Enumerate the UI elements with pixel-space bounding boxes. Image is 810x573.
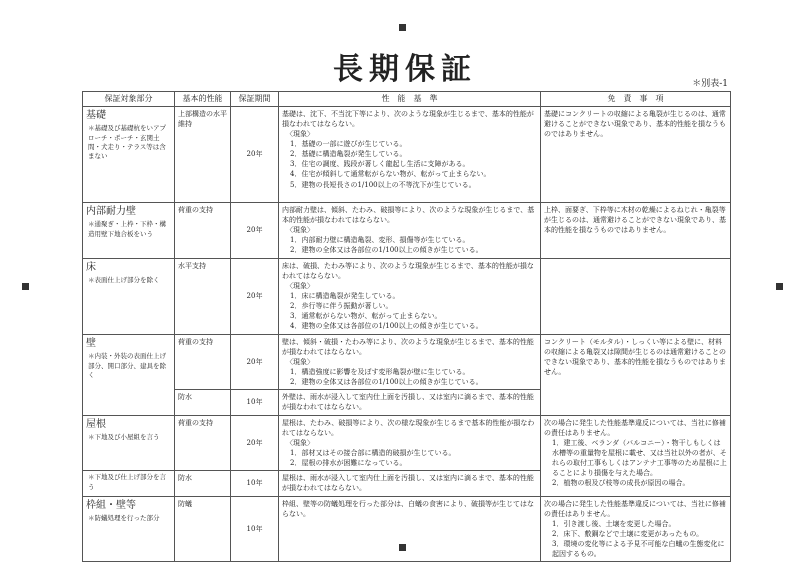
list-item: 4．住宅が傾斜して通常転がらない物が、転がって止まらない。 — [290, 170, 491, 179]
list-item: 3．環境の変化等による予見不可能な白蟻の生態変化に起因するもの。 — [552, 540, 725, 559]
period-cell: 20年 — [231, 334, 279, 390]
crop-mark-left — [22, 283, 29, 290]
standard-cell — [279, 496, 541, 562]
part-name: 基礎 — [86, 109, 106, 121]
period-cell: 20年 — [231, 258, 279, 334]
crop-mark-top — [399, 24, 406, 31]
header-basic: 基本的性能 — [175, 92, 231, 107]
part-cell — [83, 496, 175, 562]
list-item: 3．通常転がらない物が、転がって止まらない。 — [290, 312, 442, 321]
standard-cell — [279, 471, 541, 496]
standard-cell — [279, 390, 541, 415]
crop-mark-right — [776, 283, 783, 290]
list-item: 1．内部耐力壁に構造亀裂、変形、損傷等が生じている。 — [290, 236, 470, 245]
table-row — [83, 202, 731, 258]
part-cell — [83, 202, 175, 258]
standard-lead: 外壁は、雨水が浸入して室内仕上面を汚損し、又は室内に滴るまで、基本的性能が損なわれてはならない。 — [282, 393, 534, 412]
list-item: 1．部材又はその接合部に構造的破損が生じている。 — [290, 449, 456, 457]
list-item: 1．床に構造亀裂が発生している。 — [290, 292, 400, 301]
list-item: 2．建物の全体又は各部位の1/100以上の傾きが生じている。 — [290, 246, 483, 255]
part-name: 屋根 — [86, 418, 106, 430]
exemption-cell — [541, 496, 731, 562]
part-cell — [83, 258, 175, 334]
part-note: ＊下地及び小屋組を言う — [88, 433, 160, 442]
list-item: 2．建物の全体又は各部位の1/100以上の傾きが生じている。 — [290, 378, 483, 387]
list-item: 2．基礎に構造亀裂が発生している。 — [290, 150, 407, 159]
part-note: ＊内装・外装の表面仕上げ部分、開口部分、建具を除く — [88, 352, 166, 379]
part-cell — [83, 334, 175, 415]
exemption-lead: 上枠、面要ぎ、下枠等に木材の乾燥によるねじれ・亀裂等が生じるのは、通常避けることができない現象であり、基本的性能を損なうものではありません。 — [544, 205, 726, 234]
standard-cell — [279, 202, 541, 258]
list-item: 1．建工後、ベランダ（バルコニー）・物干しもしくは水槽等の重量物を屋根に載せ、又は当社以外の者が、それらの取付工事もしくはアンテナ工事等のため屋根に上ることにより損傷を与えた場合。 — [552, 438, 727, 478]
standard-lead: 内部耐力壁は、傾斜、たわみ、破損等により、次のような現象が生じるまで、基本的性能が損なわれてはならない。 — [282, 205, 535, 224]
list-item: 4．建物の全体又は各部位の1/100以上の傾きが生じている。 — [290, 322, 483, 331]
list-item: 2．床下、敷鋼などで土壌に変更があったもの。 — [552, 529, 704, 538]
exemption-cell — [541, 106, 731, 202]
exemption-lead: コンクリート（モルタル）・しっくい等による壁に、材料の収縮による亀裂又は隙間が生じるのは通常避けることのできない現象であり、基本的性能を損なうものではありません。 — [544, 337, 726, 377]
standard-cell — [279, 415, 541, 471]
basic-cell: 荷重の支持 — [175, 415, 231, 471]
table-row — [83, 334, 731, 390]
list-item: 2．植物の根及び枝等の成長が原因の場合。 — [552, 479, 690, 488]
list-item: 2．歩行等に伴う振動が著しい。 — [290, 302, 393, 311]
period-cell: 20年 — [231, 415, 279, 471]
standard-cell — [279, 106, 541, 202]
standard-lead: 屋根は、雨水が浸入して室内仕上面を汚損し、又は室内に滴るまで、基本的性能が損なわれてはならない。 — [282, 474, 534, 493]
part-name: 枠組・壁等 — [86, 499, 136, 511]
basic-cell: 荷重の支持 — [175, 202, 231, 258]
basic-cell: 上部構造の水平維持 — [175, 106, 231, 202]
exemption-cell — [541, 202, 731, 258]
exemption-lead: 次の場合に発生した性能基準違反については、当社に修補の責任はありません。 — [544, 499, 726, 518]
period-cell: 10年 — [231, 390, 279, 415]
part-cell — [83, 471, 175, 496]
standard-sub: 〈現象〉 — [286, 225, 314, 234]
standard-lead: 枠組、壁等の防蟻処理を行った部分は、白蟻の食害により、破損等が生じてはならない。 — [282, 499, 534, 518]
list-item: 2．屋根の排水が困難になっている。 — [290, 459, 407, 468]
header-standard: 性 能 基 準 — [279, 92, 541, 107]
list-item: 5．建物の長短長さの1/100以上の不等沈下が生じている。 — [290, 180, 476, 189]
warranty-table — [82, 91, 731, 562]
table-header-row — [83, 92, 731, 107]
table-row — [83, 106, 731, 202]
standard-lead: 床は、破損、たわみ等により、次のような現象が生じるまで、基本的性能が損なわれてはならない。 — [282, 261, 534, 280]
header-part: 保証対象部分 — [83, 92, 175, 107]
part-note: ＊表面仕上げ部分を除く — [88, 276, 160, 285]
standard-lead: 屋根は、たわみ、破損等により、次の様な現象が生じるまで基本的性能が損なわれてはならない。 — [282, 418, 535, 437]
period-cell: 10年 — [231, 496, 279, 562]
part-name: 壁 — [86, 337, 96, 349]
part-note: ＊基礎及び基礎杭をいアプローチ・ポーチ・玄関土間・犬走り・テラス等は含まない — [88, 124, 166, 161]
table-row — [83, 258, 731, 334]
basic-cell: 防水 — [175, 390, 231, 415]
standard-lead: 基礎は、沈下、不当沈下等により、次のような現象が生じるまで、基本的性能が損なわれてはならない。 — [282, 109, 534, 128]
list-item: 1．引き渡し後、土壌を変更した場合。 — [552, 519, 676, 528]
part-cell — [83, 415, 175, 471]
standard-sub: 〈現象〉 — [286, 281, 314, 290]
exemption-cell — [541, 334, 731, 415]
exemption-lead: 基礎にコンクリートの収縮による亀裂が生じるのは、通常避けることができない現象であり、基本的性能を損なうものではありません。 — [544, 109, 726, 138]
part-note: ＊通聚ぎ・上枠・下枠・構造用壁下地合板をいう — [88, 220, 166, 238]
list-item: 1．構造強度に影響を及ぼす変形亀裂が壁に生じている。 — [290, 368, 470, 377]
basic-cell: 防蟻 — [175, 496, 231, 562]
exemption-cell — [541, 258, 731, 334]
standard-cell — [279, 258, 541, 334]
page-title: 長期保証 — [333, 52, 477, 87]
standard-cell — [279, 334, 541, 390]
basic-cell: 水平支持 — [175, 258, 231, 334]
list-item: 3．住宅の調度、践段が著しく龍起し生活に支障がある。 — [290, 160, 470, 169]
exemption-lead: 次の場合に発生した性能基準違反については、当社に修補の責任はありません。 — [544, 418, 726, 437]
appendix-ref: ＊別表-1 — [692, 79, 728, 89]
standard-sub: 〈現象〉 — [286, 129, 314, 138]
part-note: ＊防蟻処理を行った部分 — [88, 514, 160, 523]
basic-cell: 防水 — [175, 471, 231, 496]
part-cell — [83, 106, 175, 202]
standard-sub: 〈現象〉 — [286, 357, 314, 366]
header-period: 保証期間 — [231, 92, 279, 107]
standard-lead: 壁は、傾斜・破損・たわみ等により、次のような現象が生じるまで、基本的性能が損なわれてはならない。 — [282, 337, 534, 356]
header-exemption: 免 責 事 項 — [541, 92, 731, 107]
exemption-cell — [541, 415, 731, 496]
list-item: 1．基礎の一部に遊びが生じている。 — [290, 140, 407, 149]
part-note: ＊下地及び仕上げ部分を言う — [88, 473, 166, 491]
period-cell: 20年 — [231, 106, 279, 202]
part-name: 床 — [86, 261, 96, 273]
basic-cell: 荷重の支持 — [175, 334, 231, 390]
period-cell: 20年 — [231, 202, 279, 258]
standard-sub: 〈現象〉 — [286, 438, 314, 447]
part-name: 内部耐力壁 — [86, 205, 136, 217]
table-row — [83, 496, 731, 562]
table-row — [83, 415, 731, 471]
period-cell: 10年 — [231, 471, 279, 496]
